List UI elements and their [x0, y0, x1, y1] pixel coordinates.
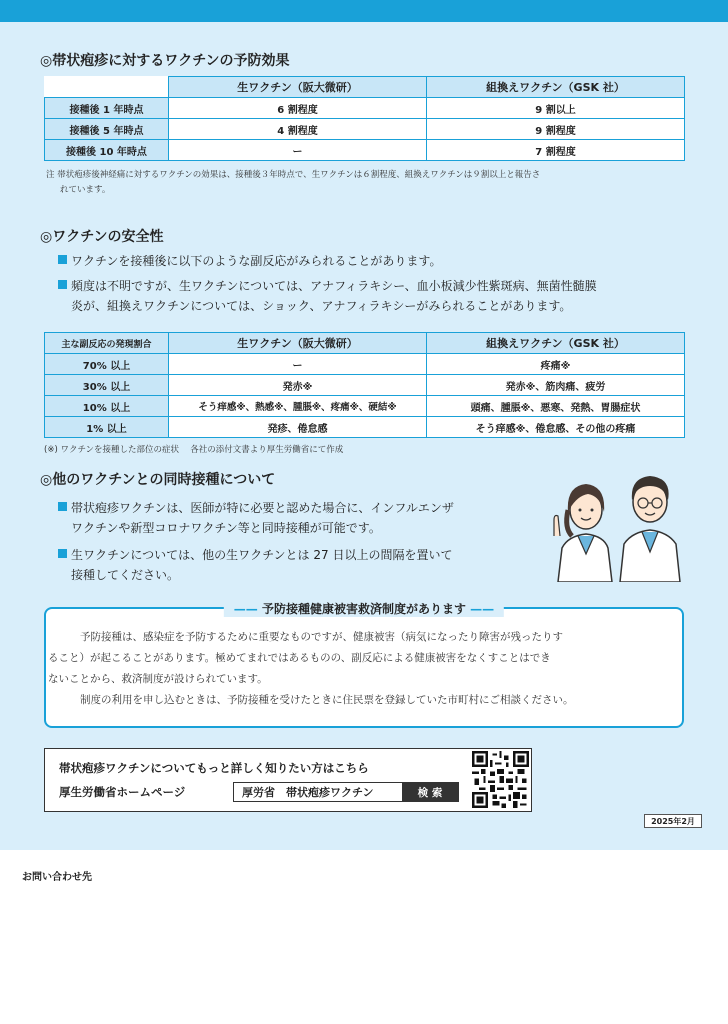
safety-section-title: ◎ワクチンの安全性: [40, 229, 164, 245]
note-line: れています。: [60, 185, 111, 195]
table-header-row: [45, 77, 685, 98]
effect-section-title: ◎帯状疱疹に対するワクチンの予防効果: [40, 53, 290, 69]
bullet-square-icon: [58, 549, 67, 558]
table-cell: 9 割以上: [427, 98, 685, 119]
table-row: [45, 98, 685, 119]
table-row: [45, 417, 685, 438]
row-header-cell: 10% 以上: [45, 396, 169, 417]
row-header-cell: 接種後 1 年時点: [45, 98, 169, 119]
table-cell: 発赤※: [169, 375, 427, 396]
bullet-text: 生ワクチンについては、他の生ワクチンとは 27 日以上の間隔を置いて: [71, 548, 453, 562]
search-button[interactable]: 検 索: [402, 783, 458, 801]
table-cell: 疼痛※: [427, 354, 685, 375]
bullet-text: ワクチンや新型コロナワクチン等と同時接種が可能です。: [71, 521, 381, 535]
table-cell: ー: [169, 140, 427, 161]
bullet-text: ワクチンを接種後に以下のような副反応がみられることがあります。: [71, 254, 442, 268]
bullet-text: 炎が、組換えワクチンについては、ショック、アナフィラキシーがみられることがあります。: [71, 299, 572, 313]
effect-table: [44, 76, 685, 161]
side-effect-table: [44, 332, 685, 438]
table-row: [45, 396, 685, 417]
relief-paragraph: 制度の利用を申し込むときは、予防接種を受けたときに住民票を登録していた市町村にご相談ください。: [80, 694, 574, 706]
bullet-text: 接種してください。: [71, 568, 180, 582]
table-cell: ー: [169, 354, 427, 375]
date-badge: 2025年2月: [644, 814, 702, 828]
search-box[interactable]: [233, 782, 459, 802]
effect-note: [46, 168, 540, 198]
bullet-item: [58, 498, 454, 538]
bullet-item: [58, 276, 597, 316]
header-cell: 生ワクチン（阪大微研）: [169, 77, 427, 98]
qr-code-icon[interactable]: [472, 751, 529, 808]
side-effect-footnote: (※) ワクチンを接種した部位の症状 各社の添付文書より厚生労働省にて作成: [44, 445, 344, 455]
table-row: [45, 140, 685, 161]
relief-title: —— 予防接種健康被害救済制度があります ——: [224, 600, 504, 617]
bullet-square-icon: [58, 255, 67, 264]
row-header-cell: 1% 以上: [45, 417, 169, 438]
header-cell: [45, 77, 169, 98]
concurrent-section-title: ◎他のワクチンとの同時接種について: [40, 472, 276, 488]
bullet-text: 頻度は不明ですが、生ワクチンについては、アナフィラキシー、血小板減少性紫斑病、無菌性髄膜: [71, 279, 597, 293]
row-header-cell: 30% 以上: [45, 375, 169, 396]
mhlw-homepage-label: 厚生労働省ホームページ: [59, 785, 186, 799]
table-cell: 発疹、倦怠感: [169, 417, 427, 438]
male-doctor-icon: [620, 476, 680, 582]
row-header-cell: 接種後 5 年時点: [45, 119, 169, 140]
table-row: [45, 375, 685, 396]
note-mark: 注: [46, 170, 55, 180]
table-cell: 頭痛、腫脹※、悪寒、発熱、胃腸症状: [427, 396, 685, 417]
bullet-square-icon: [58, 280, 67, 289]
row-header-cell: 接種後 10 年時点: [45, 140, 169, 161]
table-cell: そう痒感※、倦怠感、その他の疼痛: [427, 417, 685, 438]
search-input[interactable]: 厚労省 帯状疱疹ワクチン: [242, 786, 374, 799]
top-color-band: [0, 0, 728, 22]
relief-title-text: 予防接種健康被害救済制度があります: [261, 602, 467, 616]
table-cell: 9 割程度: [427, 119, 685, 140]
note-line: 帯状疱疹後神経痛に対するワクチンの効果は、接種後３年時点で、生ワクチンは６割程度、組換えワクチンは９割以上と報告さ: [57, 170, 541, 180]
bullet-item: [58, 545, 452, 585]
table-header-row: [45, 333, 685, 354]
table-cell: 6 割程度: [169, 98, 427, 119]
header-cell: 組換えワクチン（GSK 社）: [427, 333, 685, 354]
relief-line: 予防接種は、感染症を予防するために重要なものですが、健康被害（病気になったり障害が残ったりす: [80, 631, 563, 643]
table-cell: そう痒感※、熱感※、腫脹※、疼痛※、硬結※: [169, 396, 427, 417]
header-cell: 生ワクチン（阪大微研）: [169, 333, 427, 354]
contact-label: お問い合わせ先: [22, 872, 92, 883]
relief-line: ないことから、救済制度が設けられています。: [48, 673, 268, 685]
header-cell: 主な副反応の発現割合: [45, 333, 169, 354]
bullet-text: 帯状疱疹ワクチンは、医師が特に必要と認めた場合に、インフルエンザ: [71, 501, 454, 515]
header-cell: 組換えワクチン（GSK 社）: [427, 77, 685, 98]
more-info-text: 帯状疱疹ワクチンについてもっと詳しく知りたい方はこちら: [59, 761, 369, 775]
bullet-item: [58, 251, 441, 271]
table-cell: 7 割程度: [427, 140, 685, 161]
table-cell: 4 割程度: [169, 119, 427, 140]
table-cell: 発赤※、筋肉痛、疲労: [427, 375, 685, 396]
table-row: [45, 119, 685, 140]
more-info-box: [44, 748, 532, 812]
row-header-cell: 70% 以上: [45, 354, 169, 375]
relief-paragraph: [46, 627, 682, 690]
bullet-square-icon: [58, 502, 67, 511]
female-doctor-icon: [554, 484, 612, 582]
table-row: [45, 354, 685, 375]
doctors-illustration: [548, 470, 688, 582]
relief-system-box: [44, 602, 684, 728]
relief-line: ること）が起こることがあります。極めてまれではあるものの、副反応による健康被害をなくすことはでき: [48, 652, 551, 664]
